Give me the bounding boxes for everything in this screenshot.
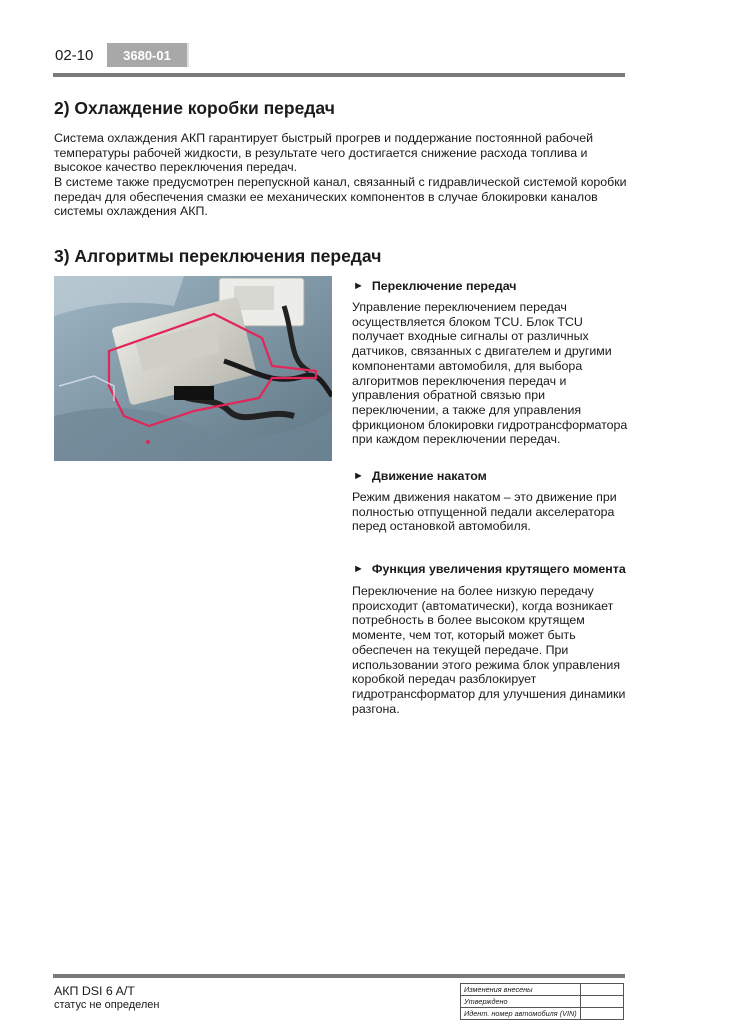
footer-divider xyxy=(53,974,625,978)
subsection-coasting-title xyxy=(353,469,487,483)
table-cell-label: Утверждено xyxy=(461,996,581,1008)
subsection-title-label: Переключение передач xyxy=(371,279,517,293)
header-divider xyxy=(53,73,625,77)
subsection-title-label: Движение накатом xyxy=(371,469,487,483)
subsection-torque-boost-title xyxy=(353,562,626,576)
subsection-coasting-text: Режим движения накатом – это движение при полностью отпущенной педали акселератора перед остановкой автомобиля. xyxy=(352,490,617,534)
cooling-paragraph-1: Система охлаждения АКП гарантирует быстрый прогрев и поддержание постоянной рабочей температуры рабочей жидкости, в результате чего достигается снижение расхода топлива и высокое качество переключения передач. xyxy=(54,131,594,175)
table-row xyxy=(461,984,624,996)
table-row xyxy=(461,996,624,1008)
table-cell-empty xyxy=(580,996,623,1008)
section-title-algorithms: 3) Алгоритмы переключения передач xyxy=(54,246,382,266)
subsection-gear-shifting-title xyxy=(353,279,516,293)
subsection-gear-shifting-text: Управление переключением передач осуществляется блоком TCU. Блок TCU получает входные сигналы от различных датчиков, связанных с двигателем и другими компонентами автомобиля, для выбора алгоритмов переключения передач и управления обратной связью при переключении, а также для управления фрикционом блокировки гидротрансформатора при каждом переключении передач. xyxy=(352,300,628,447)
table-cell-label: Изменения внесены xyxy=(461,984,581,996)
table-cell-empty xyxy=(580,1008,623,1020)
document-code-badge: 3680-01 xyxy=(107,43,189,67)
footer-status: статус не определен xyxy=(54,999,160,1011)
triangle-bullet-icon: ► xyxy=(353,470,364,482)
footer-document-title: АКП DSI 6 A/T xyxy=(54,984,135,998)
triangle-bullet-icon: ► xyxy=(353,280,364,292)
table-cell-label: Идент. номер автомобиля (VIN) xyxy=(461,1008,581,1020)
triangle-bullet-icon: ► xyxy=(353,563,364,575)
table-row xyxy=(461,1008,624,1020)
footer-approval-table xyxy=(460,983,624,1020)
subsection-title-label: Функция увеличения крутящего момента xyxy=(371,562,626,576)
section-title-cooling: 2) Охлаждение коробки передач xyxy=(54,98,335,118)
cooling-paragraph-2: В системе также предусмотрен перепускной канал, связанный с гидравлической системой коробки передач для обеспечения смазки ее механических компонентов в случае блокировки каналов системы охлаждения АКП. xyxy=(54,175,627,219)
subsection-torque-boost-text: Переключение на более низкую передачу происходит (автоматически), когда возникает потребность в более высоком крутящем моменте, чем тот, который может быть обеспечен на текущей передаче. При использовании этого режима блок управления коробкой передач разблокирует гидротрансформатор для улучшения динамики разгона. xyxy=(352,584,626,716)
table-cell-empty xyxy=(580,984,623,996)
page-number: 02-10 xyxy=(55,47,94,64)
tcu-photo xyxy=(54,276,332,461)
